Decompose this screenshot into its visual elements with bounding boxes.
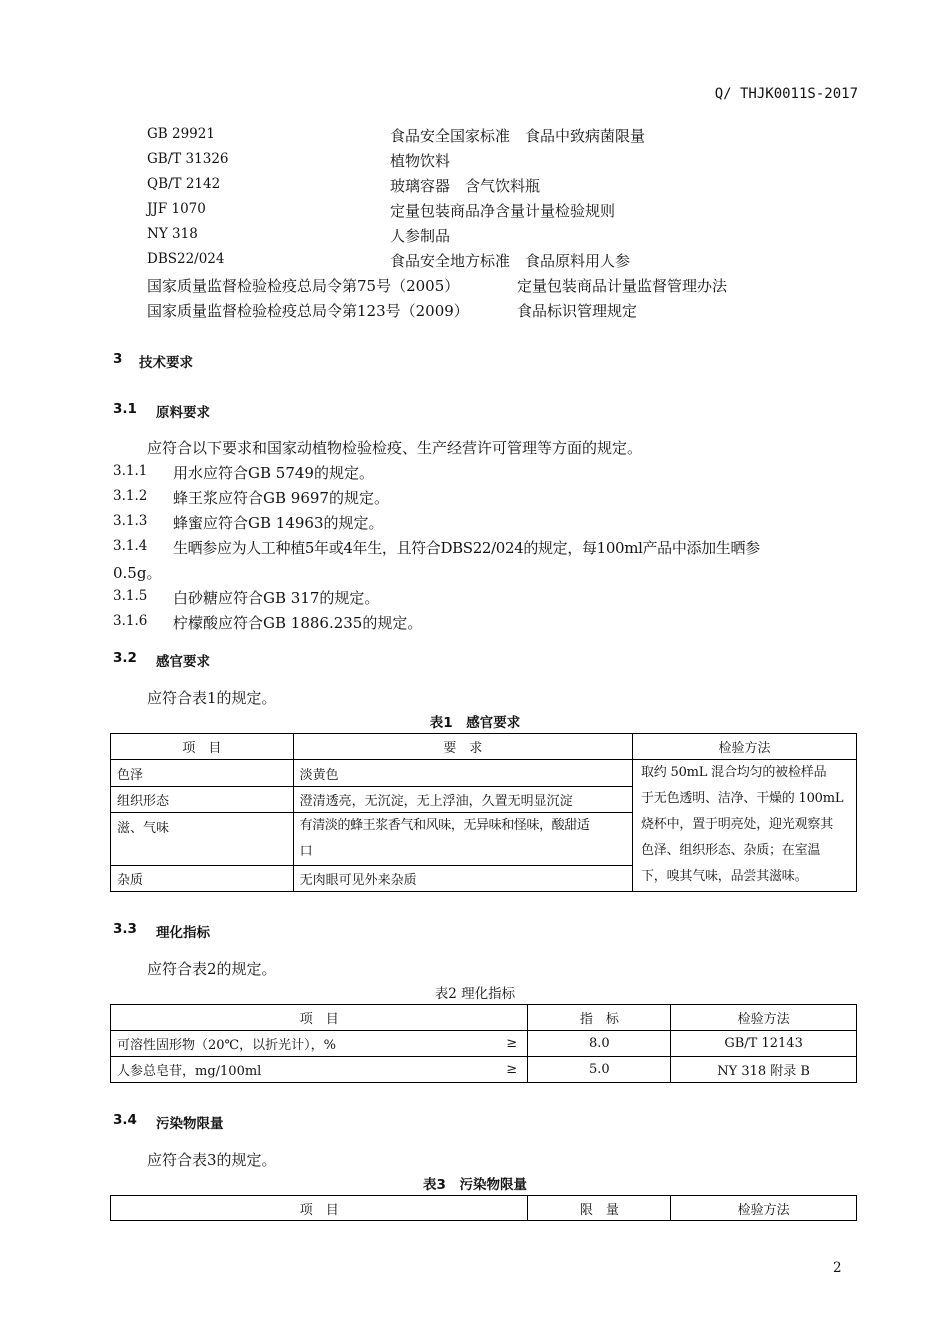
ref-code: DBS22/024 [147,251,225,267]
page-number: 2 [833,1260,842,1276]
table-cell: 可溶性固形物（20℃，以折光计），% [111,1031,496,1057]
section-number: 3.3 [113,921,137,937]
clause-text: 蜂王浆应符合GB 9697的规定。 [173,489,389,507]
clause-text: 生晒参应为人工种植5年或4年生，且符合DBS22/024的规定，每100ml产品中添加生晒参 [173,539,760,557]
clause-number: 3.1.5 [113,588,148,604]
table-header: 检验方法 [633,734,857,760]
document-code: Q/ THJK0011S-2017 [714,86,858,102]
method-line: 烧杯中，置于明亮处，迎光观察其 [641,817,834,832]
table-cell: 滋、气味 [111,813,294,866]
ref-title: 玻璃容器 含气饮料瓶 [390,177,541,195]
table-caption: 表3 污染物限量 [423,1177,527,1193]
ref-title: 植物饮料 [390,152,451,170]
ref-title: 食品标识管理规定 [517,302,638,320]
table-cell: 5.0 [528,1057,671,1083]
ref-code: QB/T 2142 [147,176,221,192]
clause-text: 用水应符合GB 5749的规定。 [173,464,374,482]
table-cell [293,813,632,866]
comparison-operator: ≥ [496,1031,528,1057]
table-header: 要 求 [293,734,632,760]
section-number: 3 [113,351,123,367]
inspection-method-cell [633,760,857,892]
ref-code: 国家质量监督检验检疫总局令第75号（2005） [147,277,460,295]
table-header: 指 标 [528,1005,671,1031]
table-caption: 表2 理化指标 [434,986,516,1002]
section-intro: 应符合以下要求和国家动植物检验检疫、生产经营许可管理等方面的规定。 [147,439,643,457]
ref-title: 食品安全地方标准 食品原料用人参 [390,252,631,270]
ref-code: NY 318 [147,226,198,242]
table-cell: 色泽 [111,760,294,787]
section-number: 3.2 [113,650,137,666]
table-cell: GB/T 12143 [671,1031,857,1057]
table-header: 项 目 [111,734,294,760]
section-intro: 应符合表1的规定。 [147,689,277,707]
requirement-line: 口 [299,844,313,859]
ref-title: 食品安全国家标准 食品中致病菌限量 [390,127,646,145]
sensory-table [110,733,857,892]
table-caption: 表1 感官要求 [429,715,521,731]
section-title: 感官要求 [156,654,210,670]
clause-number: 3.1.1 [113,463,148,479]
section-title: 理化指标 [156,925,210,941]
table-header: 项 目 [111,1196,528,1221]
section-intro: 应符合表3的规定。 [147,1151,277,1169]
table-cell: 淡黄色 [293,760,632,787]
table-cell: 澄清透亮，无沉淀，无上浮油，久置无明显沉淀 [293,787,632,813]
clause-number: 3.1.2 [113,488,148,504]
method-line: 于无色透明、洁净、干燥的 100mL [641,791,844,806]
method-line: 下，嗅其气味，品尝其滋味。 [641,869,808,884]
clause-text: 白砂糖应符合GB 317的规定。 [173,589,380,607]
table-cell: 组织形态 [111,787,294,813]
clause-number: 3.1.4 [113,538,148,554]
clause-text: 蜂蜜应符合GB 14963的规定。 [173,514,384,532]
section-number: 3.1 [113,401,137,417]
table-header: 项 目 [111,1005,528,1031]
section-title: 原料要求 [156,405,210,421]
clause-number: 3.1.3 [113,513,148,529]
table-cell: NY 318 附录 B [671,1057,857,1083]
ref-code: GB/T 31326 [147,151,229,167]
table-cell: 杂质 [111,866,294,892]
table-header: 检验方法 [671,1196,857,1221]
section-title: 污染物限量 [156,1116,224,1132]
ref-code: GB 29921 [147,126,215,142]
method-line: 取约 50mL 混合均匀的被检样品 [641,765,827,780]
table-header: 限 量 [528,1196,671,1221]
method-line: 色泽、组织形态、杂质；在室温 [641,843,821,858]
table-cell: 人参总皂苷，mg/100ml [111,1057,496,1083]
table-cell: 8.0 [528,1031,671,1057]
physicochemical-table [110,1004,857,1083]
ref-title: 定量包装商品计量监督管理办法 [517,277,728,295]
clause-text-continued: 0.5g。 [113,564,162,582]
ref-title: 定量包装商品净含量计量检验规则 [390,202,616,220]
table-cell: 无肉眼可见外来杂质 [293,866,632,892]
table-header: 检验方法 [671,1005,857,1031]
requirement-line: 有清淡的蜂王浆香气和风味，无异味和怪味，酸甜适 [299,818,590,833]
comparison-operator: ≥ [496,1057,528,1083]
ref-code: 国家质量监督检验检疫总局令第123号（2009） [147,302,469,320]
section-number: 3.4 [113,1112,137,1128]
clause-text: 柠檬酸应符合GB 1886.235的规定。 [173,614,423,632]
contaminant-table [110,1195,857,1221]
ref-title: 人参制品 [390,227,451,245]
section-title: 技术要求 [139,355,193,371]
ref-code: JJF 1070 [147,201,206,217]
clause-number: 3.1.6 [113,613,148,629]
section-intro: 应符合表2的规定。 [147,960,277,978]
